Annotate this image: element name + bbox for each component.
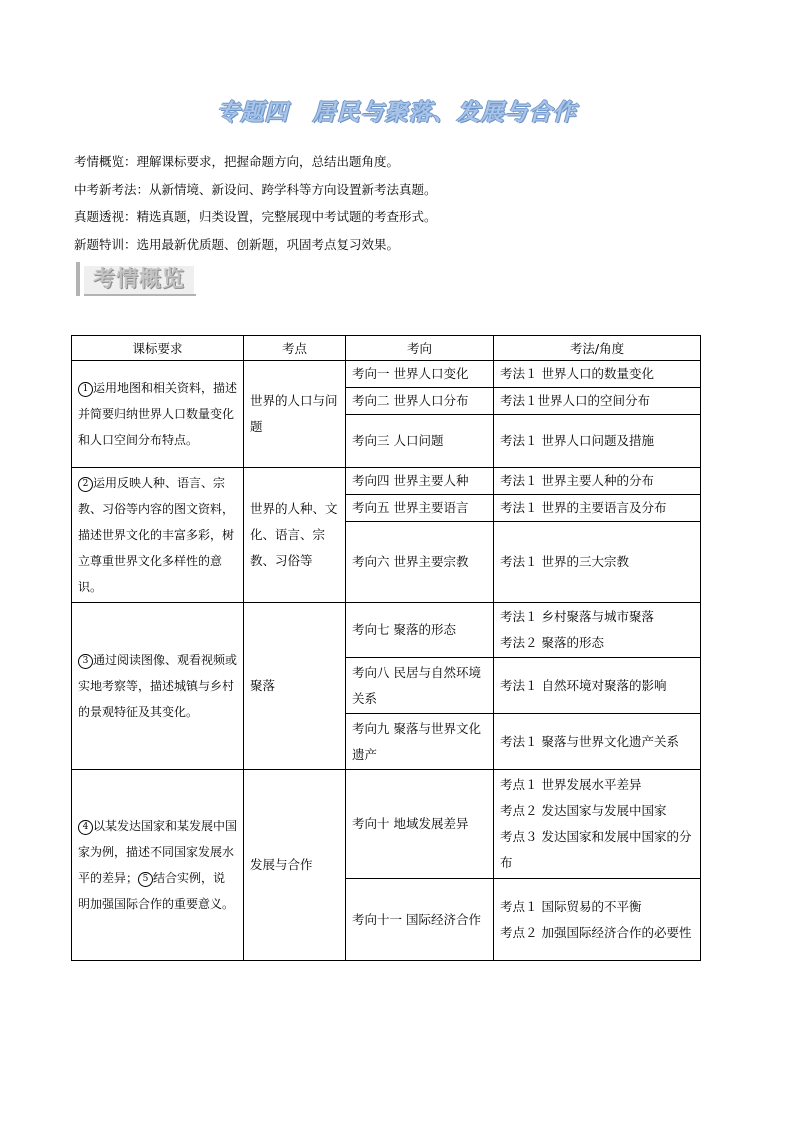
circled-number: 3 (78, 654, 93, 669)
intro-item (74, 203, 437, 231)
requirement-cell (72, 770, 244, 961)
table-header-row (72, 336, 701, 361)
direction-cell: 考向十一 国际经济合作 (346, 879, 494, 961)
requirement-cell (72, 361, 244, 468)
badge-bar (76, 262, 80, 296)
direction-cell: 考向九 聚落与世界文化遗产 (346, 714, 494, 770)
intro-item (74, 148, 437, 176)
point-cell: 聚落 (244, 603, 346, 770)
table-row (72, 603, 701, 658)
direction-cell: 考向三 人口问题 (346, 415, 494, 468)
requirement-text: 以某发达国家和某发展中国家为例，描述不同国家发展水平的差异； (78, 819, 238, 885)
point-cell: 发展与合作 (244, 770, 346, 961)
direction-cell: 考向十 地域发展差异 (346, 770, 494, 879)
direction-cell: 考向二 世界人口分布 (346, 388, 494, 415)
requirement-cell (72, 603, 244, 770)
intro-text: 理解课标要求，把握命题方向，总结出题角度。 (136, 154, 400, 169)
circled-number: 5 (138, 872, 153, 887)
circled-number: 1 (78, 382, 93, 397)
method-cell: 考法１ 聚落与世界文化遗产关系 (494, 714, 701, 770)
direction-cell: 考向八 民居与自然环境关系 (346, 658, 494, 714)
method-cell: 考点１ 世界发展水平差异 考点２ 发达国家与发展中国家 考点３ 发达国家和发展中国家的分布 (494, 770, 701, 879)
direction-cell: 考向四 世界主要人种 (346, 468, 494, 495)
direction-cell: 考向五 世界主要语言 (346, 495, 494, 522)
header-cell: 课标要求 (72, 336, 244, 361)
badge-underline (84, 294, 196, 296)
method-cell: 考法１ 世界的主要语言及分布 (494, 495, 701, 522)
intro-text: 选用最新优质题、创新题，巩固考点复习效果。 (136, 236, 400, 252)
intro-label: 新题特训： (74, 236, 137, 252)
intro-item (74, 231, 437, 259)
requirement-text: 结合实例，说明加强国际合作的重要意义。 (78, 871, 235, 911)
table-row (72, 468, 701, 495)
page-title: 专题四 居民与聚落、发展与合作 (216, 100, 577, 126)
requirement-cell (72, 468, 244, 603)
exam-overview-table (71, 335, 701, 961)
section-badge (76, 256, 196, 300)
point-cell: 世界的人口与问题 (244, 361, 346, 468)
intro-label: 考情概览： (74, 154, 137, 169)
direction-cell: 考向六 世界主要宗教 (346, 522, 494, 603)
point-cell: 世界的人种、文化、语言、宗教、习俗等 (244, 468, 346, 603)
requirement-text: 通过阅读图像、观看视频或实地考察等，描述城镇与乡村的景观特征及其变化。 (78, 653, 238, 719)
circled-number: 2 (78, 477, 93, 492)
requirement-text: 运用地图和相关资料，描述并简要归纳世界人口数量变化和人口空间分布特点。 (78, 381, 238, 447)
requirement-text: 运用反映人种、语言、宗教、习俗等内容的图文资料，描述世界文化的丰富多彩，树立尊重世界文化多样性的意识。 (78, 476, 235, 594)
direction-cell: 考向一 世界人口变化 (346, 361, 494, 388)
intro-label: 真题透视： (74, 209, 137, 224)
method-cell: 考法１世界人口的空间分布 (494, 388, 701, 415)
header-cell: 考向 (346, 336, 494, 361)
intro-label: 中考新考法： (74, 181, 150, 197)
circled-number: 4 (78, 820, 93, 835)
table-row (72, 770, 701, 879)
method-cell: 考法１ 世界人口的数量变化 (494, 361, 701, 388)
method-cell: 考法１ 自然环境对聚落的影响 (494, 658, 701, 714)
method-cell: 考法１ 乡村聚落与城市聚落 考法２ 聚落的形态 (494, 603, 701, 658)
method-cell: 考法１ 世界的三大宗教 (494, 522, 701, 603)
header-cell: 考点 (244, 336, 346, 361)
direction-cell: 考向七 聚落的形态 (346, 603, 494, 658)
intro-list (74, 148, 437, 258)
table-row (72, 361, 701, 388)
method-cell: 考法１ 世界人口问题及措施 (494, 415, 701, 468)
intro-text: 从新情境、新设问、跨学科等方向设置新考法真题。 (149, 181, 437, 197)
intro-item (74, 176, 437, 204)
method-cell: 考点１ 国际贸易的不平衡 考点２ 加强国际经济合作的必要性 (494, 879, 701, 961)
badge-text: 考情概览 (93, 266, 186, 292)
intro-text: 精选真题，归类设置，完整展现中考试题的考查形式。 (136, 209, 437, 224)
method-cell: 考法１ 世界主要人种的分布 (494, 468, 701, 495)
header-cell: 考法/角度 (494, 336, 701, 361)
